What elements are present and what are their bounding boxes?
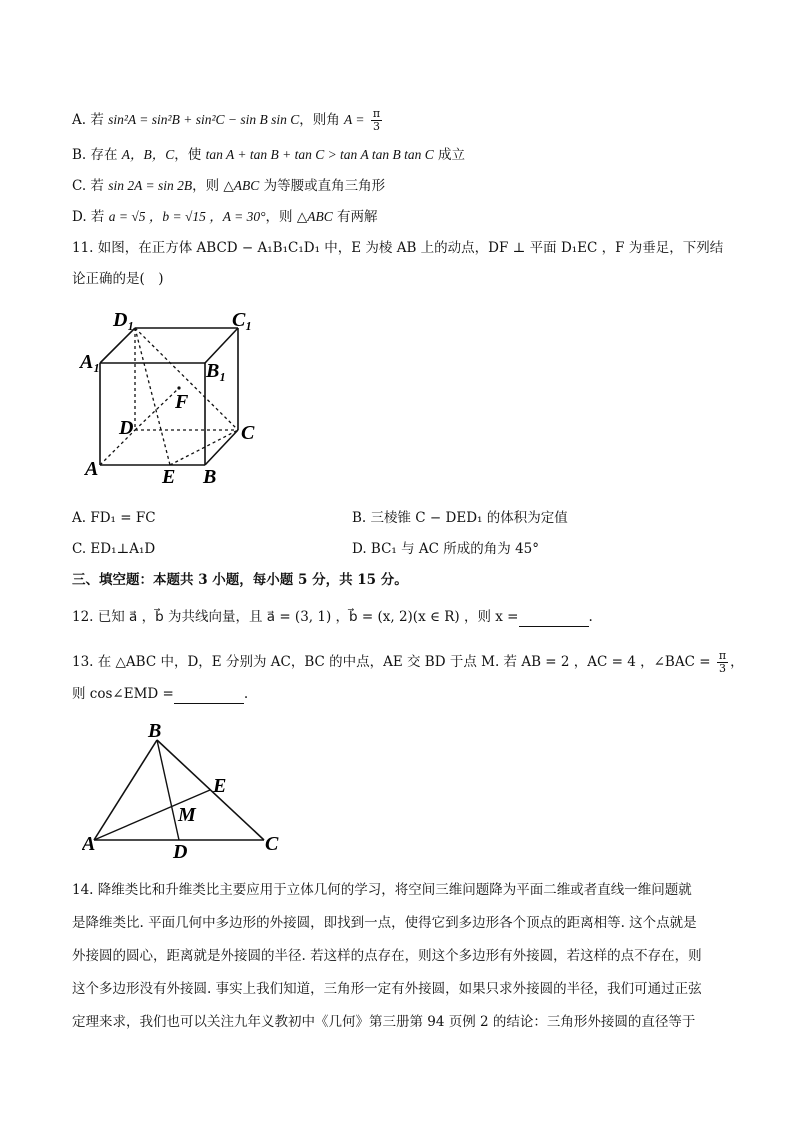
option-a-mid: ，则角 — [299, 112, 345, 128]
q13-answer-blank — [174, 689, 244, 704]
q12-line — [72, 607, 593, 627]
label-d: D — [119, 417, 134, 439]
q13-line2 — [72, 684, 248, 704]
triangle-figure — [82, 722, 292, 864]
edge-b-c — [205, 430, 238, 465]
fraction-numerator: π — [372, 107, 381, 120]
q14-line-2: 是降维类比. 平面几何中多边形的外接圆，即找到一点，使得它到多边形各个顶点的距离相等. 这个点就是 — [72, 915, 697, 931]
label-d1: D₁ — [113, 309, 135, 331]
q11-option-b: B. 三棱锥 C − DED₁ 的体积为定值 — [352, 510, 568, 526]
option-c-suffix: 为等腰或直角三角形 — [259, 178, 386, 194]
q13-line1 — [72, 650, 744, 675]
segment-e-c — [170, 430, 238, 465]
option-d-mid: ，则 — [265, 209, 297, 225]
option-b-expr: tan A + tan B + tan C > tan A tan B tan C — [205, 147, 434, 162]
side-ab — [94, 740, 157, 840]
label-b: B — [148, 722, 162, 742]
q13-line1-post: ， — [730, 654, 744, 670]
fraction-denominator: 3 — [718, 662, 726, 675]
q11-stem-line2: 论正确的是( ) — [72, 271, 164, 287]
label-a: A — [82, 833, 96, 855]
option-b-mid: ，使 — [174, 147, 206, 163]
fraction-numerator: π — [718, 649, 727, 662]
q10-option-d — [72, 207, 378, 227]
q10-option-b — [72, 145, 465, 165]
q11-option-d: D. BC₁ 与 AC 所成的角为 45° — [352, 541, 540, 557]
option-c-expr: sin 2A = sin 2B — [108, 178, 193, 193]
option-a-lhs: A = — [344, 112, 365, 127]
median-bd — [157, 740, 179, 840]
label-c1: C₁ — [232, 309, 253, 331]
option-a-expr: sin²A = sin²B + sin²C − sin B sin C — [108, 112, 300, 127]
q10-option-c — [72, 176, 385, 196]
label-c: C — [265, 833, 279, 855]
section3-heading: 三、填空题：本题共 3 小题，每小题 5 分，共 15 分。 — [72, 572, 408, 588]
edge-b1-c1 — [205, 328, 238, 363]
option-d-suffix: 有两解 — [332, 209, 378, 225]
option-c-triangle: △ABC — [223, 178, 260, 193]
point-f — [177, 386, 180, 389]
side-bc — [157, 740, 264, 840]
option-b-suffix: 成立 — [433, 147, 465, 163]
q11-option-c: C. ED₁⊥A₁D — [72, 541, 156, 557]
q13-line1-text: 13. 在 △ABC 中，D，E 分别为 AC，BC 的中点，AE 交 BD 于点 M. 若 AB = 2 ，AC = 4 ，∠BAC = — [72, 654, 711, 670]
segment-d1-e — [135, 328, 170, 465]
q14-line-1: 14. 降维类比和升维类比主要应用于立体几何的学习，将空间三维问题降为平面二维或者直线一维问题就 — [72, 882, 692, 898]
label-m: M — [178, 804, 196, 826]
fraction-denominator: 3 — [372, 120, 380, 133]
option-d-triangle: △ABC — [296, 209, 333, 224]
label-d: D — [173, 841, 188, 863]
q11-stem-line1: 11. 如图，在正方体 ABCD − A₁B₁C₁D₁ 中，E 为棱 AB 上的动点，DF ⊥ 平面 D₁EC ，F 为垂足，下列结 — [72, 240, 724, 256]
q11-option-a: A. FD₁ = FC — [72, 510, 156, 526]
option-c-mid: ，则 — [192, 178, 224, 194]
q12-answer-blank — [519, 612, 589, 627]
label-a: A — [85, 458, 99, 480]
label-c: C — [241, 422, 255, 444]
q12-end: . — [588, 609, 593, 625]
label-b1: B₁ — [206, 360, 227, 382]
q14-line-4: 这个多边形没有外接圆. 事实上我们知道，三角形一定有外接圆，如果只求外接圆的半径，我们可通过正弦 — [72, 981, 702, 997]
option-b-vars: A，B，C — [121, 147, 175, 162]
q12-text: 12. 已知 a⃗ ，b⃗ 为共线向量，且 a⃗ = (3, 1) ，b⃗ = (x, 2)(x ∈ R) ，则 x = — [72, 609, 519, 625]
label-e: E — [213, 775, 227, 797]
cube-figure — [75, 300, 275, 495]
option-a-fraction — [371, 108, 382, 133]
label-e: E — [162, 466, 176, 488]
option-b-prefix: B. 存在 — [72, 147, 122, 163]
q13-fraction — [717, 650, 728, 675]
label-a1: A₁ — [80, 351, 101, 373]
q14-line-3: 外接圆的圆心，距离就是外接圆的半径. 若这样的点存在，则这个多边形有外接圆，若这样的点不存在，则 — [72, 948, 702, 964]
edge-a1-d1 — [100, 328, 135, 363]
option-d-prefix: D. 若 — [72, 209, 109, 225]
option-a-prefix: A. 若 — [72, 112, 109, 128]
q13-line2-text: 则 cos∠EMD = — [72, 686, 174, 702]
segment-d-f — [135, 388, 179, 430]
q14-line-5: 定理来求，我们也可以关注九年义教初中《几何》第三册第 94 页例 2 的结论：三角形外接圆的直径等于 — [72, 1014, 696, 1030]
q10-option-a — [72, 108, 384, 133]
option-c-prefix: C. 若 — [72, 178, 109, 194]
q13-end: . — [243, 686, 249, 702]
option-d-expr: a = √5 ，b = √15 ，A = 30° — [108, 209, 266, 224]
label-b: B — [203, 466, 217, 488]
label-f: F — [175, 391, 189, 413]
